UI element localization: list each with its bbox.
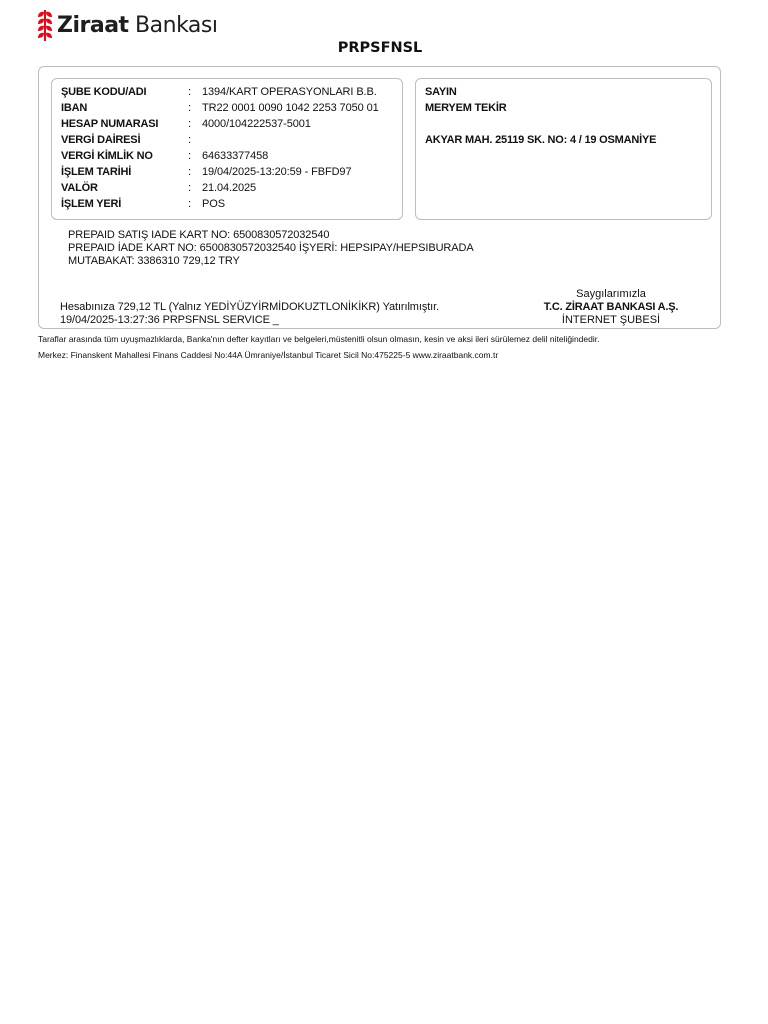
tax-id-label: VERGİ KİMLİK NO [61, 150, 153, 162]
document-title: PRPSFNSL [337, 40, 423, 56]
salutation: SAYIN [425, 86, 457, 98]
separator: : [188, 102, 192, 114]
head-office-address: Merkez: Finanskent Mahallesi Finans Caddesi No:44A Ümraniye/İstanbul Ticaret Sicil No:475225-5 www.ziraatbank.com.tr [38, 350, 499, 360]
description-line: PREPAID İADE KART NO: 6500830572032540 İŞYERİ: HEPSIPAY/HEPSIBURADA [68, 242, 474, 254]
signature-bank: T.C. ZİRAAT BANKASI A.Ş. [543, 301, 679, 313]
separator: : [188, 86, 192, 98]
bank-logo [37, 8, 217, 42]
transaction-place-label: İŞLEM YERİ [61, 198, 122, 210]
branch-value: 1394/KART OPERASYONLARI B.B. [202, 86, 377, 98]
value-date-label: VALÖR [61, 182, 98, 194]
wheat-icon [37, 8, 53, 42]
service-text: 19/04/2025-13:27:36 PRPSFNSL SERVICE _ [60, 314, 279, 326]
tax-id-value: 64633377458 [202, 150, 269, 162]
value-date-value: 21.04.2025 [202, 182, 257, 194]
description-line: MUTABAKAT: 3386310 729,12 TRY [68, 255, 240, 267]
account-number-label: HESAP NUMARASI [61, 118, 159, 130]
separator: : [188, 118, 192, 130]
legal-disclaimer: Taraflar arasında tüm uyuşmazlıklarda, Banka'nın defter kayıtları ve belgeleri,müstenitli olsun olmasın, kesin ve aksi ileri sürülemez delil niteliğindedir. [38, 334, 600, 344]
description-line: PREPAID SATIŞ IADE KART NO: 6500830572032540 [68, 229, 330, 241]
transaction-date-label: İŞLEM TARİHİ [61, 166, 132, 178]
recipient-box [415, 78, 712, 220]
bank-name: Ziraat Bankası [57, 12, 218, 38]
account-number-value: 4000/104222537-5001 [202, 118, 311, 130]
recipient-address: AKYAR MAH. 25119 SK. NO: 4 / 19 OSMANİYE [425, 134, 657, 146]
account-info-box [51, 78, 403, 220]
recipient-name: MERYEM TEKİR [425, 102, 507, 114]
tax-office-label: VERGİ DAİRESİ [61, 134, 141, 146]
transaction-date-value: 19/04/2025-13:20:59 - FBFD97 [202, 166, 352, 178]
branch-label: ŞUBE KODU/ADI [61, 86, 147, 98]
separator: : [188, 134, 192, 146]
transaction-place-value: POS [202, 198, 225, 210]
separator: : [188, 150, 192, 162]
signature-branch: İNTERNET ŞUBESİ [561, 314, 661, 326]
signature-regards: Saygılarımızla [576, 288, 646, 300]
iban-value: TR22 0001 0090 1042 2253 7050 01 [202, 102, 379, 114]
separator: : [188, 198, 192, 210]
receipt-frame [38, 66, 721, 329]
iban-label: IBAN [61, 102, 88, 114]
deposit-text: Hesabınıza 729,12 TL (Yalnız YEDİYÜZYİRMİDOKUZTLONİKİKR) Yatırılmıştır. [60, 301, 440, 313]
separator: : [188, 166, 192, 178]
separator: : [188, 182, 192, 194]
